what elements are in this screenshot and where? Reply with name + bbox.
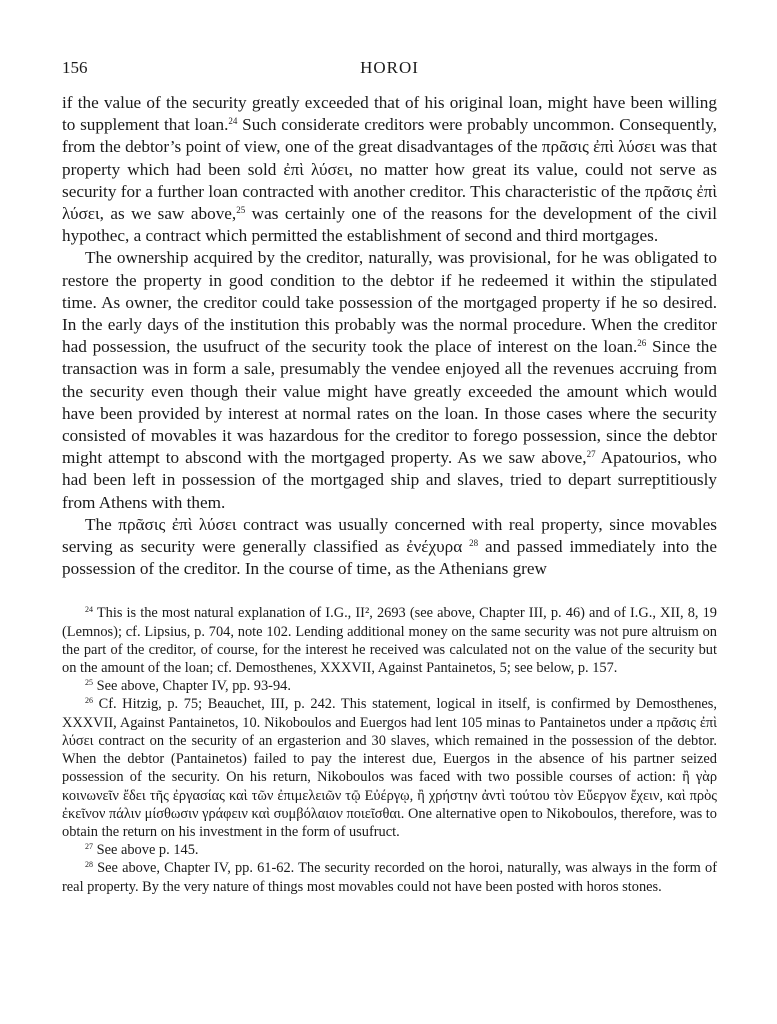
paragraph-1 (62, 92, 717, 247)
paragraph-2 (62, 247, 717, 513)
footnote-ref-28: 28 (469, 538, 479, 549)
footnote-24 (62, 604, 717, 677)
paragraph-2-text-2: Since the transaction was in form a sale, presumably the vendee enjoyed all the revenues accruing from the security even though their value might have greatly exceeded the amount which would have been provided by interest at normal rates on the loan. In those cases where the security consisted of movables it was hazardous for the creditor to forego possession, since the debtor might attempt to abscond with the mortgaged property. As we saw above, (62, 337, 717, 468)
footnote-ref-27: 27 (586, 449, 596, 460)
footnote-ref-25: 25 (236, 205, 246, 216)
footnote-27 (62, 841, 717, 859)
paragraph-2-text-3: Apatourios, who had been left in possession of the mortgaged ship and slaves, tried to depart surreptitiously from Athens with them. (62, 448, 717, 512)
footnote-number-28: 28 (85, 860, 93, 870)
paragraph-3-text: The πρᾶσις ἐπὶ λύσει contract was usually concerned with real property, since movables serving as security were generally classified as ἐνέχυρα (62, 514, 717, 557)
footnote-26-text: Cf. Hitzig, p. 75; Beauchet, III, p. 242. This statement, logical in itself, is confirmed by Demosthenes, XXXVII, Against Pantainetos, 10. Nikoboulos and Euergos had lent 105 minas to Pantainetos under a πρᾶσις ἐπὶ λύσει contract on the security of an ergasterion and 30 slaves, which remained in the possession of the debtor. When the debtor (Pantainetos) failed to pay the interest due, Euergos in the absence of his partner seized possession of the security. On his return, Nikoboulos was faced with two possible courses of action: ἢ γὰρ κοινωνεῖν ἔδει τῆς ἐργασίας καὶ τῶν ἐπιμελειῶν τῷ Εὐέργῳ, ἢ χρήστην ἀντὶ τούτου τὸν Εὔεργον ἔχειν, καὶ πρὸς ἐκεῖνον πάλιν μίσθωσιν γράφειν καὶ συμβόλαιον ποιεῖσθαι. One alternative open to Nikoboulos, therefore, was to obtain the return on his investment in the form of usufruct. (62, 696, 717, 840)
footnote-25 (62, 677, 717, 695)
body-text (62, 92, 717, 580)
paragraph-1-text-2: Such considerate creditors were probably uncommon. Consequently, from the debtor’s point of view, one of the great disadvantages of the πρᾶσις ἐπὶ λύσει was that property which had been sold ἐπὶ λύσει, no matter how great its value, could not serve as security for a further loan contracted with another creditor. This characteristic of the πρᾶσις ἐπὶ λύσει, as we saw above, (62, 115, 717, 224)
footnote-26 (62, 695, 717, 841)
footnote-number-26: 26 (85, 696, 93, 706)
paragraph-1-text-3: was certainly one of the reasons for the development of the civil hypothec, a contract which permitted the establishment of second and third mortgages. (62, 204, 717, 246)
footnote-number-24: 24 (85, 605, 93, 615)
footnote-28 (62, 859, 717, 895)
footnote-24-text: This is the most natural explanation of I.G., II², 2693 (see above, Chapter III, p. 46) and of I.G., XII, 8, 19 (Lemnos); cf. Lipsius, p. 704, note 102. Lending additional money on the same security was not pure altruism on the part of the creditor, of course, for the interest he received was calculated not on the value of the security but on the amount of the loan; cf. Demosthenes, XXXVII, Against Pantainetos, 5; see below, p. 157. (62, 605, 717, 677)
footnote-ref-26: 26 (637, 338, 647, 349)
footnote-28-text: See above, Chapter IV, pp. 61-62. The security recorded on the horoi, naturally, was always in the form of real property. By the very nature of things most movables could not have been posted with horos stones. (62, 860, 717, 895)
footnote-number-25: 25 (85, 678, 93, 688)
paragraph-3 (62, 514, 717, 581)
page-header (62, 58, 717, 92)
footnote-27-text: See above p. 145. (93, 842, 199, 859)
paragraph-1-text: if the value of the security greatly exceeded that of his original loan, might have been willing to supplement that loan. (62, 93, 717, 135)
paragraph-3-text-2: and passed immediately into the possession of the creditor. In the course of time, as the Athenians grew (62, 537, 718, 579)
page-number: 156 (62, 58, 88, 77)
footnotes (62, 604, 717, 895)
footnote-number-27: 27 (85, 842, 93, 852)
footnote-25-text: See above, Chapter IV, pp. 93-94. (93, 678, 291, 695)
running-head: HOROI (360, 58, 419, 77)
footnote-ref-24: 24 (228, 116, 238, 127)
paragraph-2-text: The ownership acquired by the creditor, naturally, was provisional, for he was obligated to restore the property in good condition to the debtor if he redeemed it within the stipulated time. As owner, the creditor could take possession of the mortgaged property if he so desired. In the early days of the institution this probably was the normal procedure. When the creditor had possession, the usufruct of the security took the place of interest on the loan. (62, 248, 717, 357)
